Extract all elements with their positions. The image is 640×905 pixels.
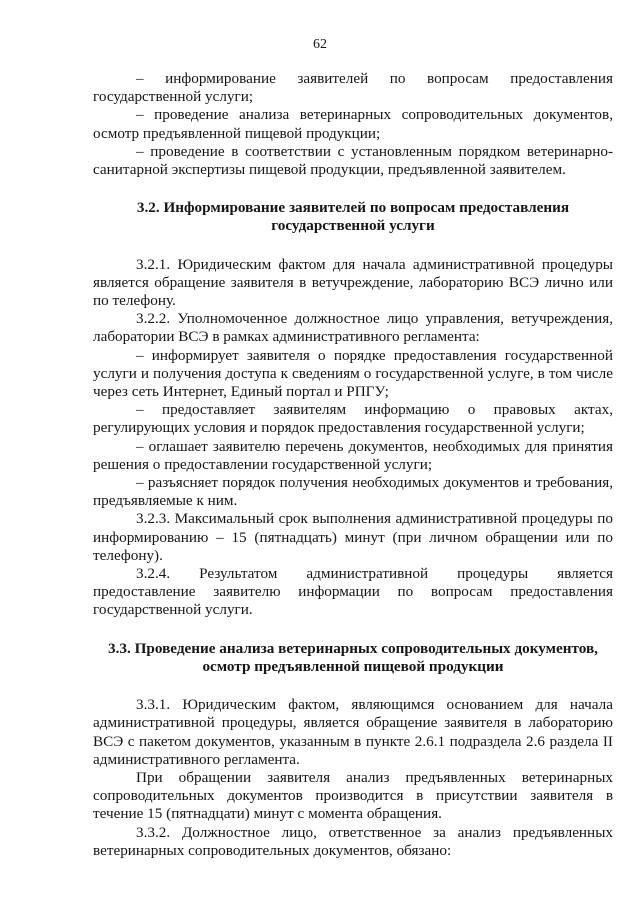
- section-3-2-heading: [93, 199, 613, 235]
- section-heading-line: 3.3. Проведение анализа ветеринарных сопроводительных документов,: [108, 639, 598, 657]
- paragraph: 3.3.2. Должностное лицо, ответственное за анализ предъявленных ветеринарных сопроводительных документов, обязано:: [93, 823, 613, 859]
- intro-item: – проведение анализа ветеринарных сопроводительных документов, осмотр предъявленной пищевой продукции;: [93, 106, 613, 142]
- list-item: – предоставляет заявителям информацию о правовых актах, регулирующих условия и порядок предоставления государственной услуги;: [93, 401, 613, 437]
- list-item: – разъясняет порядок получения необходимых документов и требования, предъявляемые к ним.: [93, 474, 613, 510]
- section-heading-line: 3.2. Информирование заявителей по вопросам предоставления: [136, 199, 570, 217]
- intro-item: – проведение в соответствии с установленным порядком ветеринарно-санитарной экспертизы пищевой продукции, предъявленной заявителем.: [93, 142, 613, 179]
- paragraph: 3.2.1. Юридическим фактом для начала административной процедуры является обращение заявителя в ветучреждение, лабораторию ВСЭ лично или по телефону.: [93, 255, 613, 310]
- paragraph: 3.3.1. Юридическим фактом, являющимся основанием для начала административной процедуры, является обращение заявителя в лабораторию ВСЭ с пакетом документов, указанным в пункте 2.6.1 подраздела 2.6 раздела II административного регламента.: [93, 696, 613, 768]
- section-3-3-heading: [93, 640, 613, 676]
- paragraph: При обращении заявителя анализ предъявленных ветеринарных сопроводительных документов производится в присутствии заявителя в течение 15 (пятнадцати) минут с момента обращения.: [93, 768, 613, 823]
- paragraph: 3.2.4. Результатом административной процедуры является предоставление заявителю информации по вопросам предоставления государственной услуги.: [93, 565, 613, 619]
- list-item: – оглашает заявителю перечень документов, необходимых для принятия решения о предоставлении государственной услуги;: [93, 437, 613, 473]
- section-heading-line: осмотр предъявленной пищевой продукции: [202, 657, 504, 675]
- paragraph: 3.2.2. Уполномоченное должностное лицо управления, ветучреждения, лаборатории ВСЭ в рамках административного регламента:: [93, 310, 613, 346]
- section-heading-line: государственной услуги: [271, 217, 435, 235]
- list-item: – информирует заявителя о порядке предоставления государственной услуги и получения доступа к сведениям о государственной услуге, в том числе через сеть Интернет, Единый портал и РПГУ;: [93, 346, 613, 401]
- paragraph: 3.2.3. Максимальный срок выполнения административной процедуры по информированию – 15 (пятнадцать) минут (при личном обращении или по телефону).: [93, 510, 613, 564]
- page-number: 62: [313, 37, 327, 52]
- document-body: [93, 70, 613, 860]
- intro-item: – информирование заявителей по вопросам предоставления государственной услуги;: [93, 70, 613, 106]
